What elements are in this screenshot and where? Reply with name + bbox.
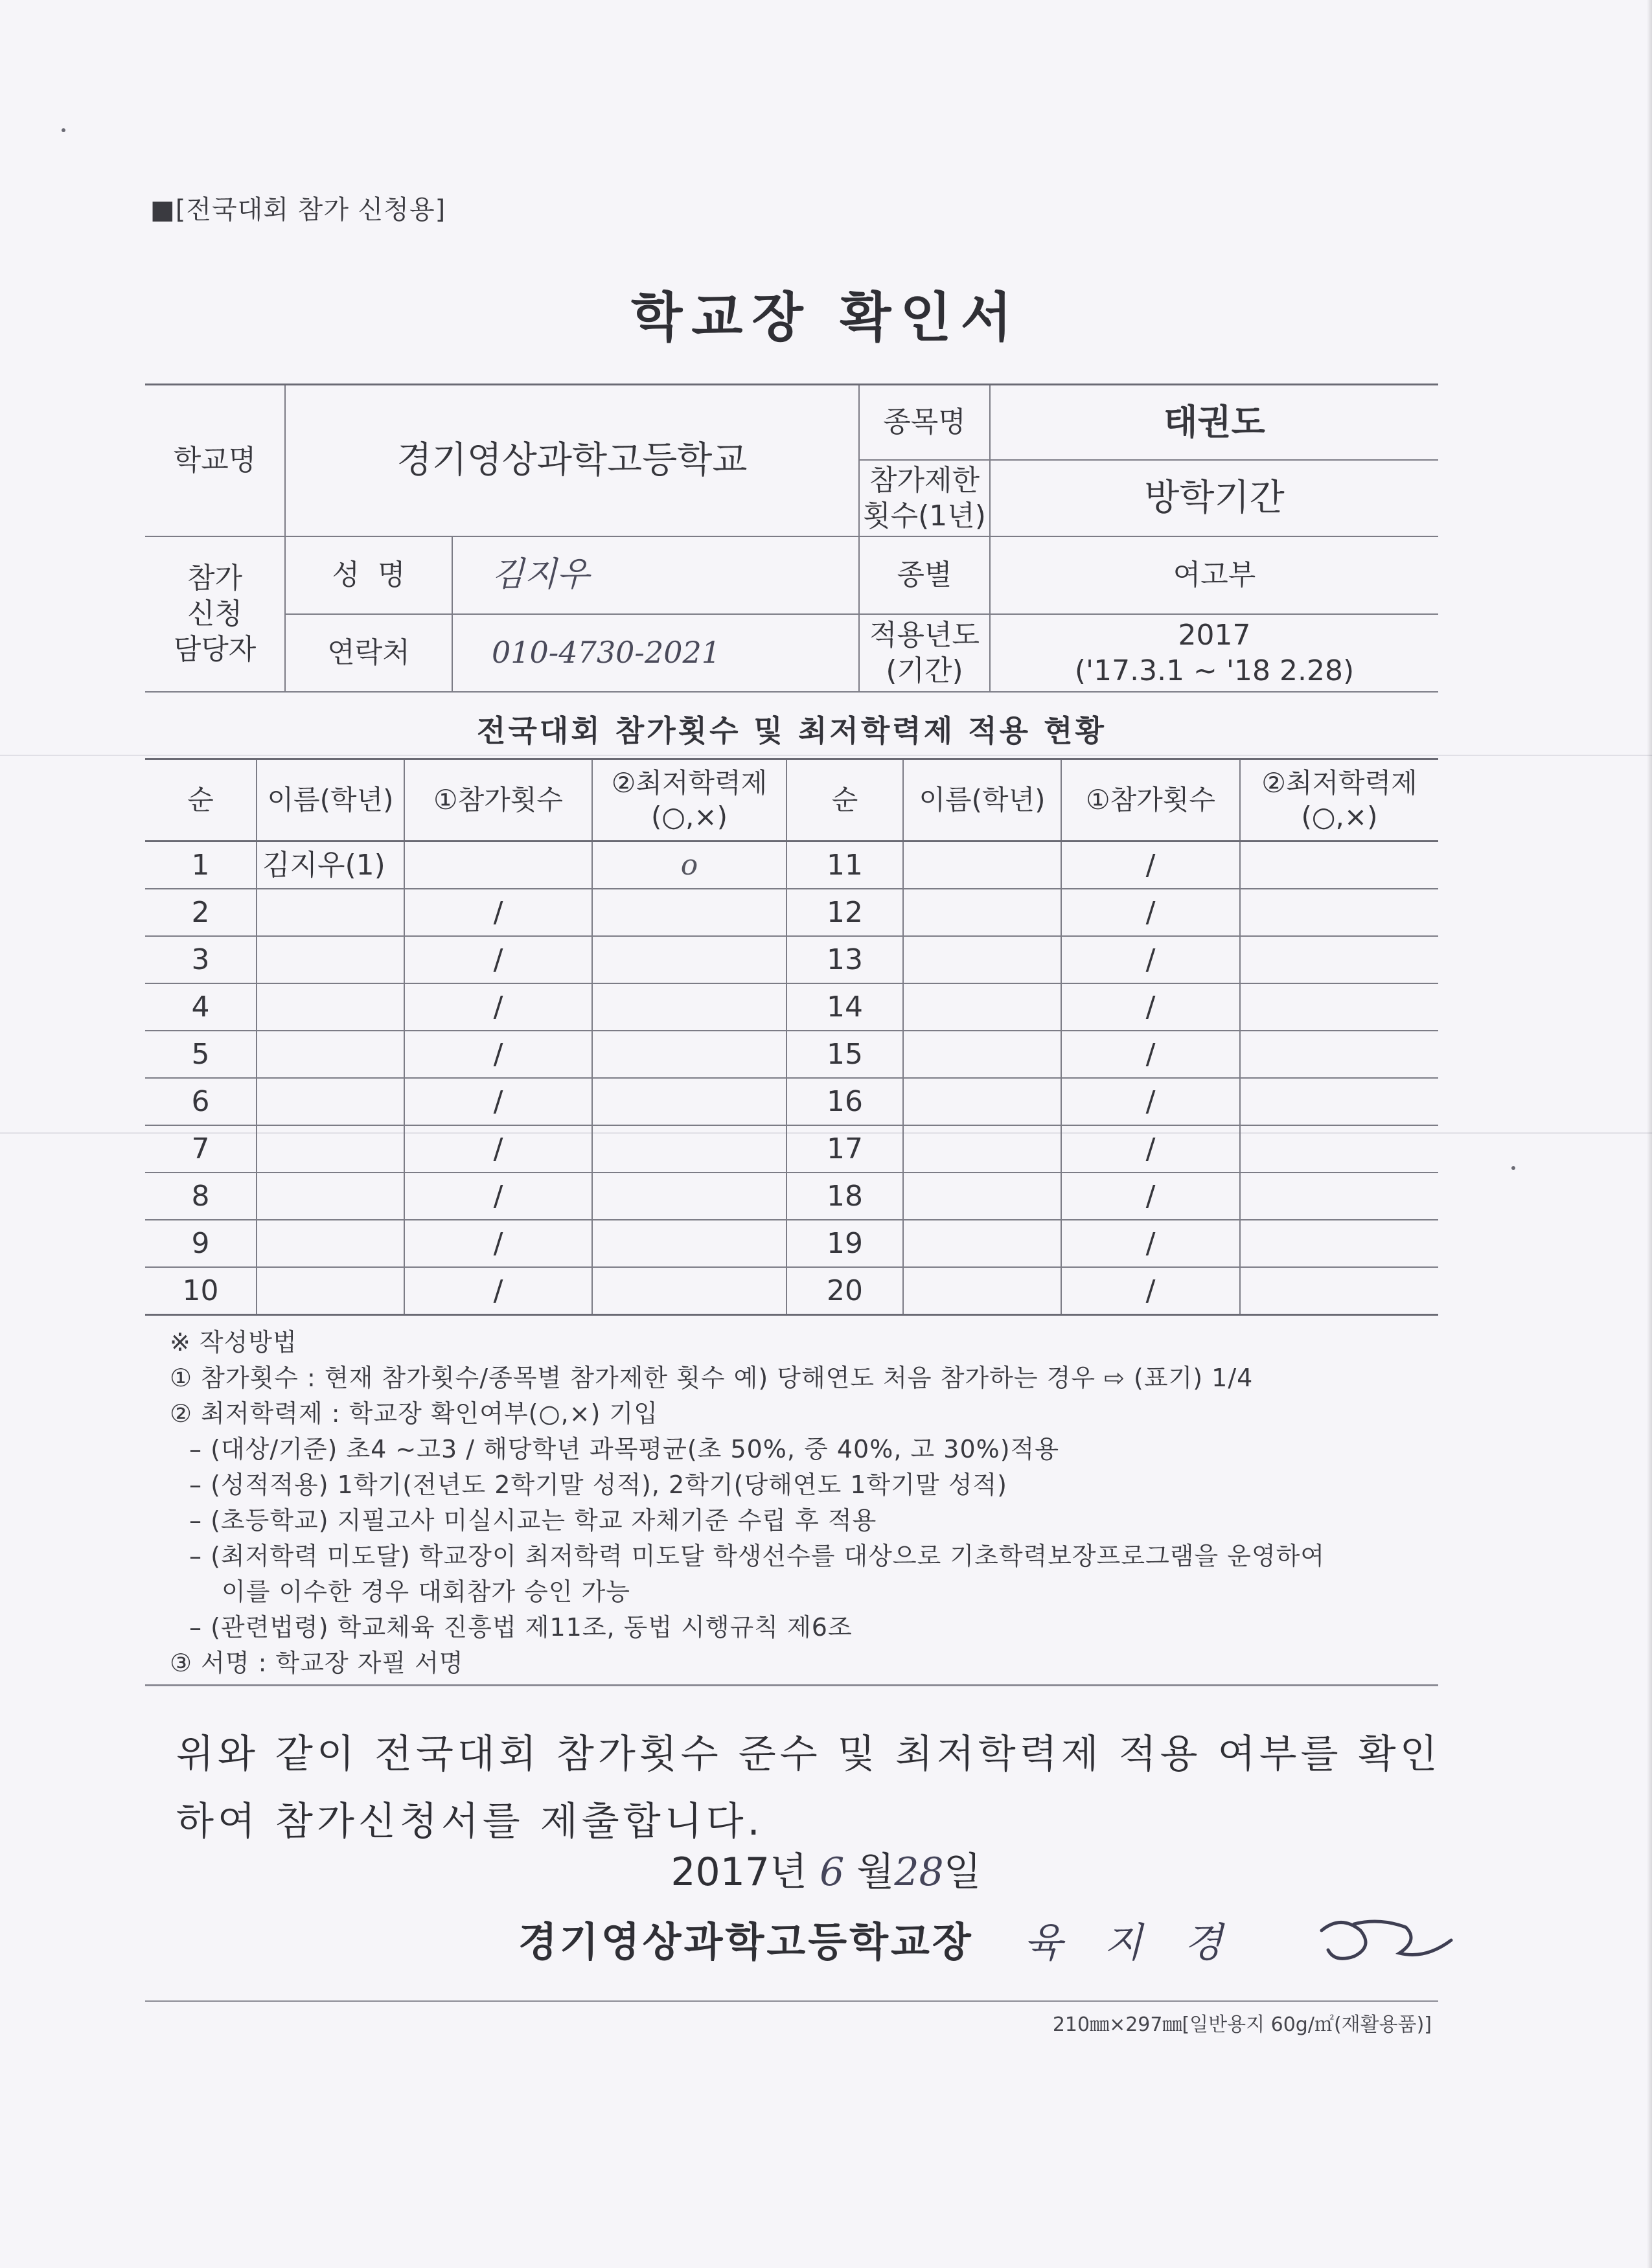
row-number: 3 [145,936,257,983]
student-name [257,1078,404,1125]
min-grade-check [592,1031,786,1078]
event-value: 태권도 [990,385,1438,460]
phone-label: 연락처 [285,614,452,692]
table-row [145,842,1438,889]
min-grade-check [1240,983,1438,1031]
participation-count: / [404,936,592,983]
student-name [257,889,404,936]
min-grade-check [1240,1220,1438,1267]
principal-title: 경기영상과학고등학교장 [518,1918,974,1965]
participation-count: / [1061,1267,1240,1315]
header-cell: 순 [145,759,257,842]
participation-count: / [1061,842,1240,889]
min-grade-check [1240,1031,1438,1078]
header-cell: 순 [786,759,903,842]
participation-count: / [404,889,592,936]
year-label: 적용년도 (기간) [859,614,990,692]
table-row [145,936,1438,983]
division-value: 여고부 [990,536,1438,614]
school-label: 학교명 [145,385,285,536]
row-number: 5 [145,1031,257,1078]
student-name [257,1173,404,1220]
info-table [145,384,1438,693]
min-grade-check [1240,1173,1438,1220]
header-cell: 이름(학년) [903,759,1061,842]
header-cell: ①참가횟수 [1061,759,1240,842]
min-grade-check [592,889,786,936]
participation-count: / [1061,936,1240,983]
note-line: – (관련법령) 학교체육 진흥법 제11조, 동법 시행규칙 제6조 [189,1613,853,1642]
student-name [903,842,1061,889]
table-row [145,1078,1438,1125]
student-name [257,1031,404,1078]
handwritten-signature [1017,1905,1471,1982]
min-grade-check [1240,936,1438,983]
row-number: 8 [145,1173,257,1220]
min-grade-check [1240,842,1438,889]
row-number: 13 [786,936,903,983]
declaration-line: 하여 참가신청서를 제출합니다. [176,1799,764,1844]
row-number: 20 [786,1267,903,1315]
note-line: ③ 서명 : 학교장 자필 서명 [170,1649,464,1677]
school-name: 경기영상과학고등학교 [285,385,859,536]
signature-text: 육 지 경 [1024,1919,1237,1966]
fold-line [0,755,1652,756]
participation-count: / [404,983,592,1031]
row-number: 7 [145,1125,257,1173]
row-number: 1 [145,842,257,889]
participation-count: / [404,1031,592,1078]
status-title: 전국대회 참가횟수 및 최저학력제 적용 현황 [477,713,1107,748]
participation-count: / [404,1125,592,1173]
student-name [903,1078,1061,1125]
form-tag: ■[전국대회 참가 신청용] [150,195,446,225]
name-value: 김지우 [452,536,859,614]
student-name [257,1125,404,1173]
row-number: 19 [786,1220,903,1267]
limit-label: 참가제한 횟수(1년) [859,460,990,536]
min-grade-check [592,1267,786,1315]
participation-count: / [1061,983,1240,1031]
participation-count: / [1061,1125,1240,1173]
header-cell: ①참가횟수 [404,759,592,842]
note-line: ※ 작성방법 [170,1328,297,1357]
row-number: 16 [786,1078,903,1125]
speck [62,128,65,132]
student-name [257,1267,404,1315]
table-row [145,1220,1438,1267]
note-line: ① 참가횟수 : 현재 참가횟수/종목별 참가제한 횟수 예) 당해연도 처음 참가하는 경우 ⇨ (표기) 1/4 [170,1364,1254,1392]
min-grade-check [592,1125,786,1173]
header-cell: 이름(학년) [257,759,404,842]
status-header-row [145,759,1438,842]
paper-spec-footer: 210㎜×297㎜[일반용지 60g/㎡(재활용품)] [1052,2013,1432,2036]
header-cell: ②최저학력제 (○,×) [1240,759,1438,842]
date-day-unit: 일 [943,1850,981,1895]
declaration-line: 위와 같이 전국대회 참가횟수 준수 및 최저학력제 적용 여부를 확인 [176,1732,1441,1777]
date-month-unit: 월 [856,1850,895,1895]
row-number: 14 [786,983,903,1031]
participation-count: / [1061,1173,1240,1220]
row-number: 9 [145,1220,257,1267]
min-grade-check [592,1173,786,1220]
participation-count: / [404,1267,592,1315]
date-day: 28 [894,1850,944,1895]
note-line: – (대상/기준) 초4 ~고3 / 해당학년 과목평균(초 50%, 중 40%, 고 30%)적용 [189,1435,1059,1463]
participation-count: / [1061,1031,1240,1078]
row-number: 6 [145,1078,257,1125]
participation-count: / [404,1220,592,1267]
student-name [257,1220,404,1267]
declaration [176,1721,1440,1855]
student-name [903,1267,1061,1315]
participation-count: / [404,1173,592,1220]
participation-count: / [404,1078,592,1125]
signing-date [0,1841,1652,1897]
min-grade-check [1240,1267,1438,1315]
note-line: – (최저학력 미도달) 학교장이 최저학력 미도달 학생선수를 대상으로 기초학력보장프로그램을 운영하여 [189,1542,1325,1570]
student-name [903,1031,1061,1078]
notes-section [170,1325,1433,1681]
row-number: 10 [145,1267,257,1315]
min-grade-check [592,1220,786,1267]
divider [145,1684,1438,1686]
table-row [145,983,1438,1031]
participation-count: / [1061,889,1240,936]
date-year: 2017년 [671,1850,807,1895]
row-number: 2 [145,889,257,936]
min-grade-check [592,1078,786,1125]
min-grade-check: o [592,842,786,889]
row-number: 17 [786,1125,903,1173]
division-label: 종별 [859,536,990,614]
student-name [903,936,1061,983]
contact-group-label: 참가 신청 담당자 [145,536,285,692]
header-cell: ②최저학력제 (○,×) [592,759,786,842]
student-name [903,1125,1061,1173]
min-grade-check [1240,889,1438,936]
phone-value: 010-4730-2021 [452,614,859,692]
row-number: 12 [786,889,903,936]
student-name [257,936,404,983]
year-value: 2017 ('17.3.1 ~ '18 2.28) [990,614,1438,692]
min-grade-check [1240,1125,1438,1173]
row-number: 18 [786,1173,903,1220]
divider [145,2000,1438,2002]
name-label: 성 명 [285,536,452,614]
table-row [145,889,1438,936]
participation-count: / [1061,1220,1240,1267]
table-row [145,1267,1438,1315]
table-row [145,1125,1438,1173]
note-line: 이를 이수한 경우 대회참가 승인 가능 [222,1577,631,1606]
min-grade-check [1240,1078,1438,1125]
student-name [257,983,404,1031]
row-number: 4 [145,983,257,1031]
document-title: 학교장 확인서 [631,287,1021,349]
student-name [903,1220,1061,1267]
note-line: ② 최저학력제 : 학교장 확인여부(○,×) 기입 [170,1399,658,1428]
participation-count: / [1061,1078,1240,1125]
note-line: – (초등학교) 지필고사 미실시교는 학교 자체기준 수립 후 적용 [189,1506,877,1535]
min-grade-check [592,936,786,983]
limit-value: 방학기간 [990,460,1438,536]
participation-count [404,842,592,889]
speck [1511,1166,1515,1170]
row-number: 11 [786,842,903,889]
status-table [145,758,1438,1316]
student-name [903,1173,1061,1220]
student-name [903,983,1061,1031]
note-line: – (성적적용) 1학기(전년도 2학기말 성적), 2학기(당해연도 1학기말 성적) [189,1471,1007,1499]
student-name [903,889,1061,936]
student-name: 김지우(1) [257,842,404,889]
table-row [145,1031,1438,1078]
table-row [145,1173,1438,1220]
event-label: 종목명 [859,385,990,460]
row-number: 15 [786,1031,903,1078]
min-grade-check [592,983,786,1031]
date-month: 6 [820,1850,845,1895]
